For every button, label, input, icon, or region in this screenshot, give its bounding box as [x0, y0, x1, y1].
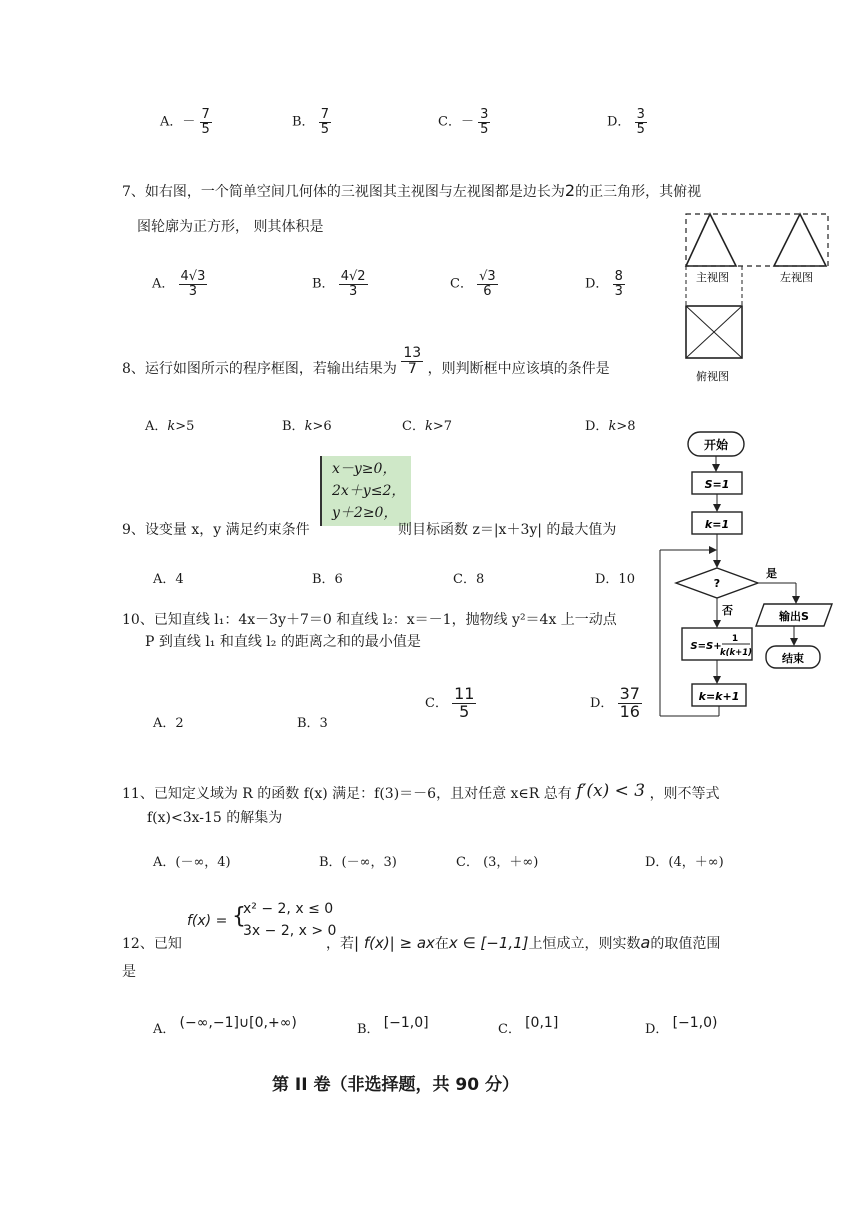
q7-stem-line1: 7、如右图，一个简单空间几何体的三视图其主视图与左视图都是边长为2的正三角形，其俯视 [122, 181, 702, 200]
q11-option-a: A．(－∞，4) [153, 855, 231, 870]
q7-option-c: C． $\frac{√3}{6}$ [450, 269, 496, 299]
q10-stem-line1: 10、已知直线 l₁：4x－3y＋7＝0 和直线 l₂：x＝－1，抛物线 y²＝4x 上一动点 [122, 612, 617, 628]
piecewise-brace: { [232, 904, 246, 929]
q7-option-a: A． $\frac{4√3}{3}$ [152, 269, 206, 299]
svg-text:?: ? [713, 577, 721, 590]
svg-text:结束: 结束 [782, 652, 804, 665]
q12-stem-line1: 12、已知 [122, 936, 182, 952]
piecewise-function-name: f(x) = [187, 913, 228, 929]
q10-option-d: D． $\frac{37}{16}$ [590, 684, 640, 721]
side-view-triangle [774, 214, 826, 266]
svg-text:否: 否 [722, 604, 733, 617]
svg-text:输出S: 输出S [779, 610, 809, 623]
q7-option-b: B． $\frac{4√2}{3}$ [312, 269, 366, 299]
q6-option-a: A．－ $\frac{7}{5}$ [160, 107, 210, 137]
dashed-outline [686, 214, 828, 266]
q6-option-b: B． $\frac{7}{5}$ [292, 107, 329, 137]
q8-stem: 8、运行如图所示的程序框图，若输出结果为 $\frac{13}{7}$ ，则判断框中应该填的条件是 [122, 345, 610, 378]
q9-option-c: C．8 [453, 572, 485, 587]
q12-option-b: B． [−1,0] [357, 1015, 429, 1037]
q10-stem-line2: P 到直线 l₁ 和直线 l₂ 的距离之和的最小值是 [145, 634, 421, 650]
svg-text:k(k+1): k(k+1) [719, 648, 753, 658]
q12-stem-cont: ，若| f(x)| ≥ ax在x ∈ [−1,1]上恒成立，则实数a的取值范围 [326, 933, 721, 952]
svg-text:S=S+: S=S+ [690, 641, 722, 652]
q9-option-d: D．10 [595, 572, 635, 587]
svg-text:k=1: k=1 [704, 518, 730, 531]
q10-option-b: B．3 [297, 716, 328, 731]
constraint-system: x－y≥0， 2x＋y≤2， y＋2≥0， [320, 456, 411, 526]
q9-option-a: A．4 [153, 572, 184, 587]
q8-option-c: C．k>7 [402, 419, 453, 434]
q11-option-d: D．(4，＋∞) [645, 855, 724, 870]
q10-option-a: A．2 [153, 716, 184, 731]
q8-option-d: D．k>8 [585, 419, 636, 434]
side-view-label: 左视图 [780, 271, 813, 284]
flowchart [640, 420, 840, 720]
q6-option-d: D． $\frac{3}{5}$ [607, 107, 645, 137]
piecewise-cases: x² − 2, x ≤ 0 3x − 2, x > 0 [243, 901, 337, 939]
svg-text:是: 是 [766, 567, 777, 580]
q7-stem-line2: 图轮廓为正方形， 则其体积是 [137, 219, 324, 235]
front-view-triangle [686, 214, 736, 266]
q11-option-c: C． (3，＋∞) [456, 855, 539, 870]
q9-option-b: B．6 [312, 572, 343, 587]
q7-option-d: D． $\frac{8}{3}$ [585, 269, 623, 299]
q12-option-a: A． (−∞,−1]∪[0,+∞) [153, 1015, 297, 1037]
front-view-label: 主视图 [696, 271, 729, 284]
svg-text:1: 1 [731, 634, 739, 644]
q10-option-c: C． $\frac{11}{5}$ [425, 684, 475, 721]
q9-stem-a: 9、设变量 x，y 满足约束条件 [122, 522, 310, 538]
svg-text:S=1: S=1 [704, 478, 730, 491]
q8-option-b: B．k>6 [282, 419, 332, 434]
svg-text:开始: 开始 [703, 438, 729, 452]
three-view-figure [680, 208, 840, 388]
q12-option-d: D． [−1,0) [645, 1015, 718, 1037]
top-view-label: 俯视图 [696, 370, 729, 383]
q8-option-a: A．k>5 [145, 419, 195, 434]
q11-option-b: B．(－∞，3) [319, 855, 397, 870]
q11-stem-line1: 11、已知定义域为 R 的函数 f(x) 满足：f(3)＝－6，且对任意 x∈R 总有 f′(x) < 3 ，则不等式 [122, 781, 720, 802]
q6-option-c: C．－ $\frac{3}{5}$ [438, 107, 489, 137]
svg-text:k=k+1: k=k+1 [698, 690, 740, 703]
q9-stem-b: 则目标函数 z＝|x＋3y| 的最大值为 [398, 522, 617, 538]
q12-stem-line2: 是 [122, 964, 136, 980]
q12-option-c: C． [0,1] [498, 1015, 559, 1037]
q11-stem-line2: f(x)<3x-15 的解集为 [147, 810, 283, 826]
section-title: 第 II 卷（非选择题，共 90 分） [272, 1075, 519, 1095]
